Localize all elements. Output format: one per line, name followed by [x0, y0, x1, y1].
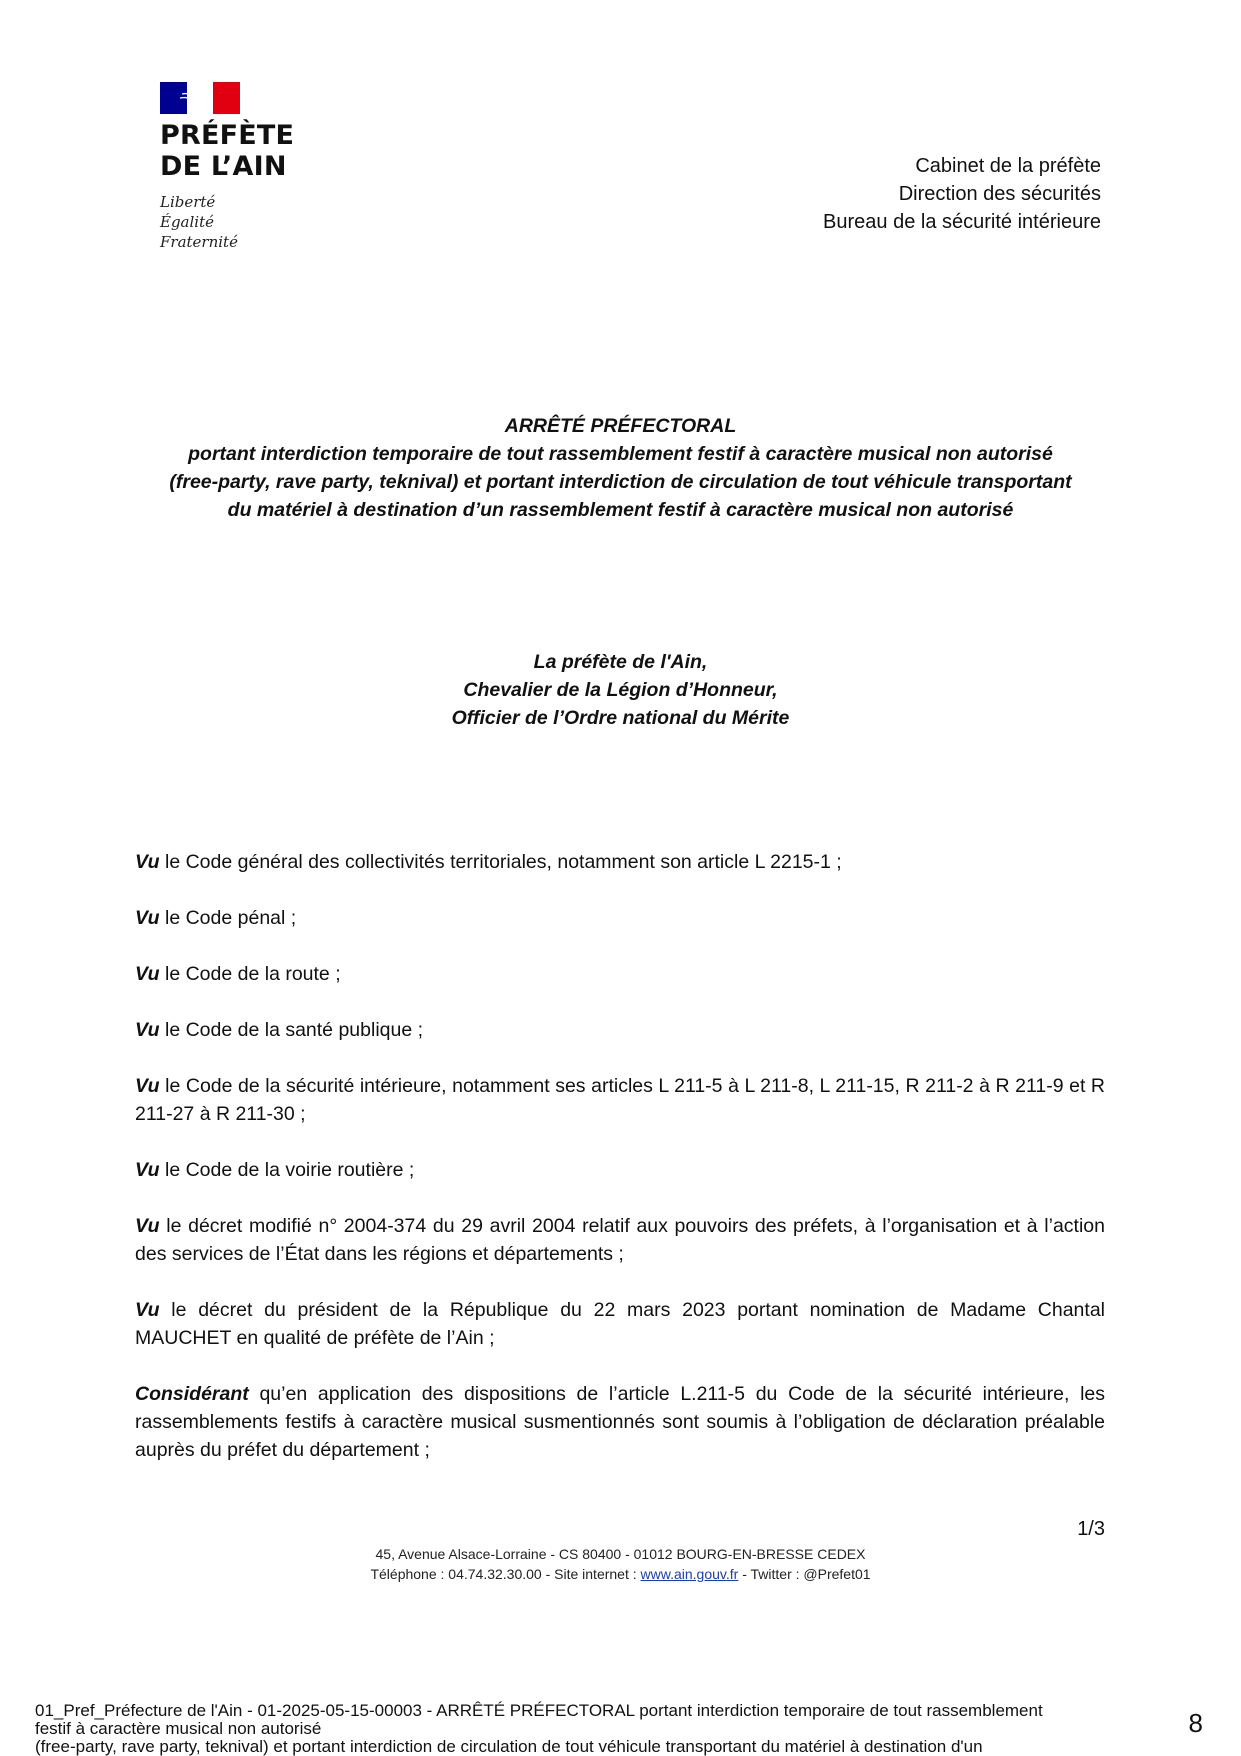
considerant-text: qu’en application des dispositions de l’article L.211-5 du Code de la sécurité intérieure, les rassemblements festifs à caractère musical susmentionnés sont soumis à l’obligation de déclaration préalable auprès du préfet du département ; [135, 1383, 1105, 1461]
page-number: 1/3 [1077, 1518, 1105, 1540]
visa-lead: Vu [135, 1215, 160, 1237]
motto-egalite: Égalité [160, 213, 214, 231]
title-line-1: portant interdiction temporaire de tout rassemblement festif à caractère musical non autorisé [188, 443, 1053, 465]
footer-contact [100, 1564, 1141, 1584]
document-body [135, 848, 1105, 1492]
service-bureau: Bureau de la sécurité intérieure [823, 211, 1101, 233]
authority-block [100, 648, 1141, 732]
visa-paragraph [135, 1072, 1105, 1128]
visa-lead: Vu [135, 1019, 160, 1041]
considerant-paragraph [135, 1380, 1105, 1464]
footer-address: 45, Avenue Alsace-Lorraine - CS 80400 - 01012 BOURG-EN-BRESSE CEDEX [375, 1546, 866, 1562]
visa-paragraph [135, 1296, 1105, 1352]
visa-paragraph [135, 1212, 1105, 1268]
logo-name-line1: PRÉFÈTE [160, 120, 295, 151]
visa-paragraph [135, 848, 1105, 876]
visa-text: le décret du président de la République du 22 mars 2023 portant nomination de Madame Chantal MAUCHET en qualité de préfète de l’Ain ; [135, 1299, 1105, 1349]
service-cabinet: Cabinet de la préfète [915, 155, 1101, 177]
title-heading: ARRÊTÉ PRÉFECTORAL [504, 415, 737, 437]
service-block [823, 152, 1101, 236]
stamp-line-3: (free-party, rave party, teknival) et portant interdiction de circulation de tout véhicule transportant du matériel à destination d'un [35, 1737, 983, 1756]
visa-paragraph [135, 1156, 1105, 1184]
motto-liberte: Liberté [160, 193, 216, 211]
visa-text: le Code de la santé publique ; [159, 1019, 424, 1041]
visa-lead: Vu [135, 963, 160, 985]
visa-paragraph [135, 1016, 1105, 1044]
stamp-line-1: 01_Pref_Préfecture de l'Ain - 01-2025-05-15-00003 - ARRÊTÉ PRÉFECTORAL portant interdiction temporaire de tout rassemblement [35, 1701, 1043, 1720]
footer-phone: Téléphone : 04.74.32.30.00 - Site internet : [370, 1566, 641, 1582]
considerant-lead: Considérant [135, 1383, 249, 1405]
visa-text: le Code de la sécurité intérieure, notamment ses articles L 211-5 à L 211-8, L 211-15, R 211-2 à R 211-9 et R 211-27 à R 211-30 ; [135, 1075, 1105, 1125]
visa-lead: Vu [135, 1299, 160, 1321]
document-title [100, 412, 1141, 524]
visa-text: le décret modifié n° 2004-374 du 29 avril 2004 relatif aux pouvoirs des préfets, à l’organisation et à l’action des services de l’État dans les régions et départements ; [135, 1215, 1105, 1265]
page-footer [100, 1544, 1141, 1584]
prefecture-logo [160, 82, 310, 252]
authority-line-2: Chevalier de la Légion d’Honneur, [463, 679, 778, 701]
visa-text: le Code pénal ; [159, 907, 297, 929]
visa-paragraph [135, 960, 1105, 988]
authority-line-3: Officier de l’Ordre national du Mérite [451, 707, 790, 729]
website-link[interactable]: www.ain.gouv.fr [640, 1566, 739, 1582]
visa-lead: Vu [135, 907, 160, 929]
visa-text: le Code général des collectivités territoriales, notamment son article L 2215-1 ; [159, 851, 842, 873]
stamp-page-number: 8 [1188, 1708, 1203, 1738]
visa-lead: Vu [135, 1075, 160, 1097]
service-direction: Direction des sécurités [898, 183, 1101, 205]
visa-text: le Code de la route ; [159, 963, 341, 985]
visa-lead: Vu [135, 851, 160, 873]
stamp-line-2: festif à caractère musical non autorisé [35, 1719, 322, 1738]
marianne-flag-icon [160, 82, 240, 114]
authority-line-1: La préfète de l'Ain, [533, 651, 708, 673]
footer-twitter: - Twitter : @Prefet01 [738, 1566, 871, 1582]
republic-motto [160, 192, 310, 252]
title-line-2: (free-party, rave party, teknival) et portant interdiction de circulation de tout véhicule transportant [169, 471, 1072, 493]
document-stamp [35, 1702, 1115, 1756]
motto-fraternite: Fraternité [160, 233, 238, 251]
visa-lead: Vu [135, 1159, 160, 1181]
logo-name-line2: DE L’AIN [160, 151, 287, 182]
visa-text: le Code de la voirie routière ; [159, 1159, 415, 1181]
title-line-3: du matériel à destination d’un rassemblement festif à caractère musical non autorisé [227, 499, 1014, 521]
visa-paragraph [135, 904, 1105, 932]
